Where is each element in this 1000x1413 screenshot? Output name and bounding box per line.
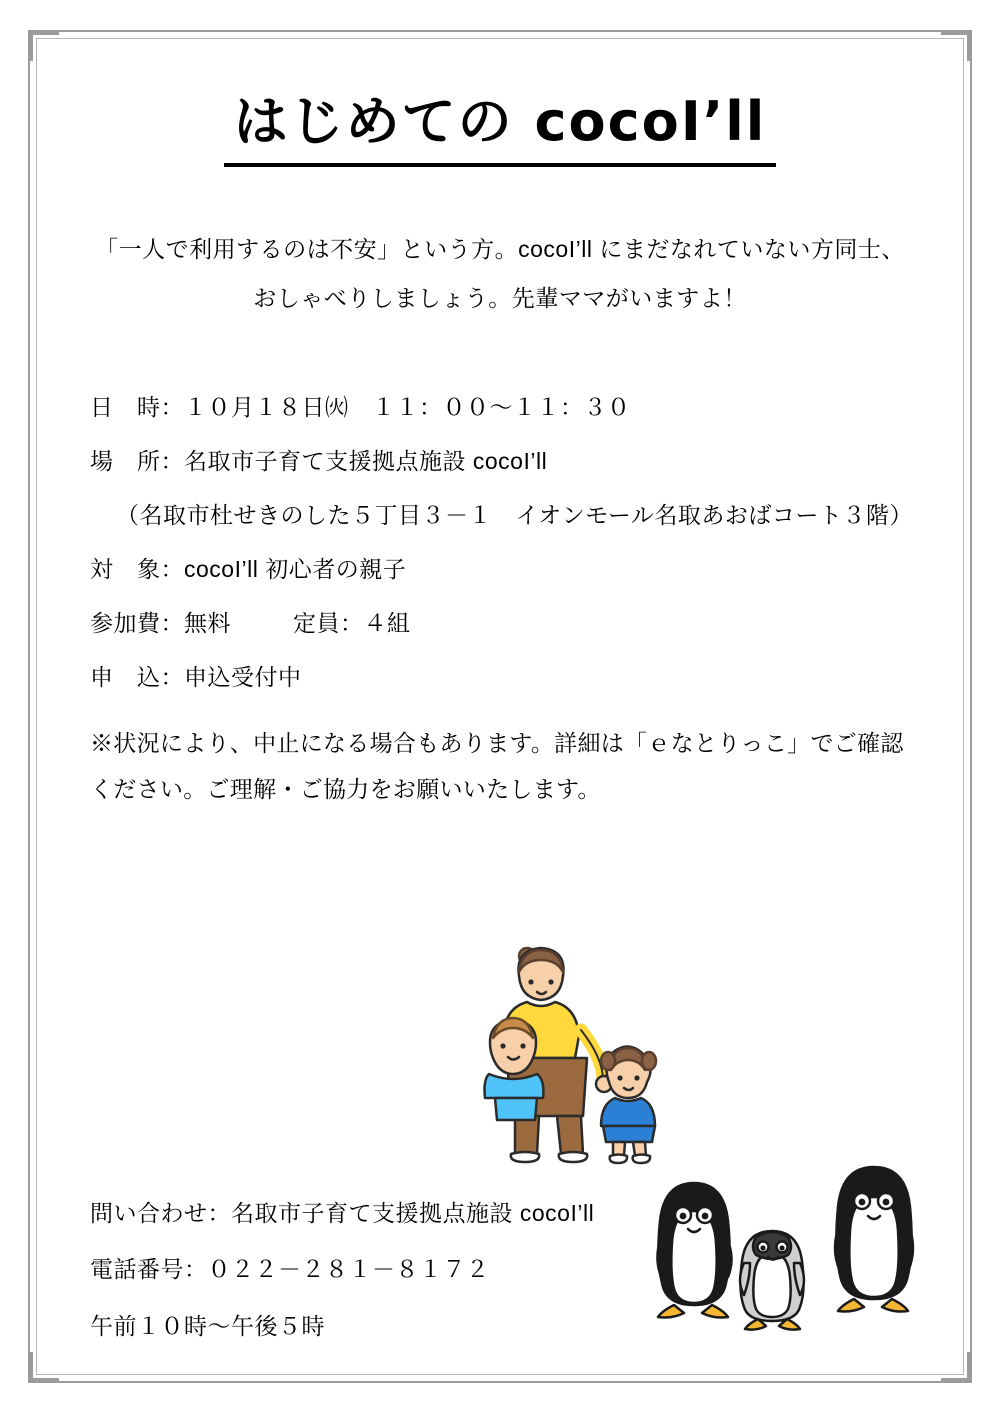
detail-label-application: 申 込： xyxy=(90,664,184,691)
detail-row-address xyxy=(90,488,940,542)
contact-footer xyxy=(90,1185,594,1354)
detail-label-capacity: 定員： xyxy=(293,610,364,637)
frame-corner-top-left xyxy=(28,30,59,61)
detail-label-fee: 参加費： xyxy=(90,610,184,637)
notice-line-2: ください。ご理解・ご協力をお願いいたします。 xyxy=(90,776,601,803)
frame-corner-bottom-left xyxy=(28,1352,59,1383)
notice-line-1: ※状況により、中止になる場合もあります。詳細は「ｅなとりっこ」でご確認 xyxy=(90,730,904,757)
detail-value-fee: 無料 xyxy=(184,610,231,637)
detail-row-location xyxy=(90,434,940,488)
lead-line-1: 「一人で利用するのは不安」という方。cocoI’ll にまだなれていない方同士、 xyxy=(95,236,905,263)
detail-label-target: 対 象： xyxy=(90,556,184,583)
frame-corner-top-right xyxy=(941,30,972,61)
detail-value-capacity: ４組 xyxy=(363,610,411,637)
flyer-content xyxy=(60,60,940,1353)
detail-value-location: 名取市子育て支援拠点施設 cocoI’ll xyxy=(184,448,548,475)
notice-paragraph xyxy=(60,720,940,812)
detail-value-application: 申込受付中 xyxy=(184,664,302,691)
contact-line-inquiry: 問い合わせ：名取市子育て支援拠点施設 cocoI’ll xyxy=(90,1200,595,1226)
details-list xyxy=(60,380,940,704)
page-title: はじめての cocoI’ll xyxy=(224,92,777,167)
contact-line-phone: 電話番号：０２２－２８１－８１７２ xyxy=(90,1256,490,1283)
frame-corner-bottom-right xyxy=(941,1352,972,1383)
detail-label-datetime: 日 時： xyxy=(90,393,184,420)
detail-row-datetime xyxy=(90,380,940,434)
title-container xyxy=(60,60,940,167)
detail-row-target xyxy=(90,542,940,596)
detail-row-fee xyxy=(90,596,940,650)
detail-value-target: cocoI’ll 初心者の親子 xyxy=(184,556,407,583)
family-illustration xyxy=(415,930,665,1175)
detail-value-address: （名取市杜せきのした５丁目３－１ イオンモール名取あおばコート３階） xyxy=(116,502,913,529)
contact-line-hours: 午前１０時～午後５時 xyxy=(90,1312,325,1339)
lead-line-2: おしゃべりしましょう。先輩ママがいますよ！ xyxy=(253,284,747,311)
detail-label-location: 場 所： xyxy=(90,448,184,475)
lead-paragraph xyxy=(60,225,940,322)
detail-value-datetime: １０月１８日㈫ １１：００～１１：３０ xyxy=(184,393,631,420)
detail-row-application xyxy=(90,650,940,704)
penguin-illustration xyxy=(652,1153,932,1343)
